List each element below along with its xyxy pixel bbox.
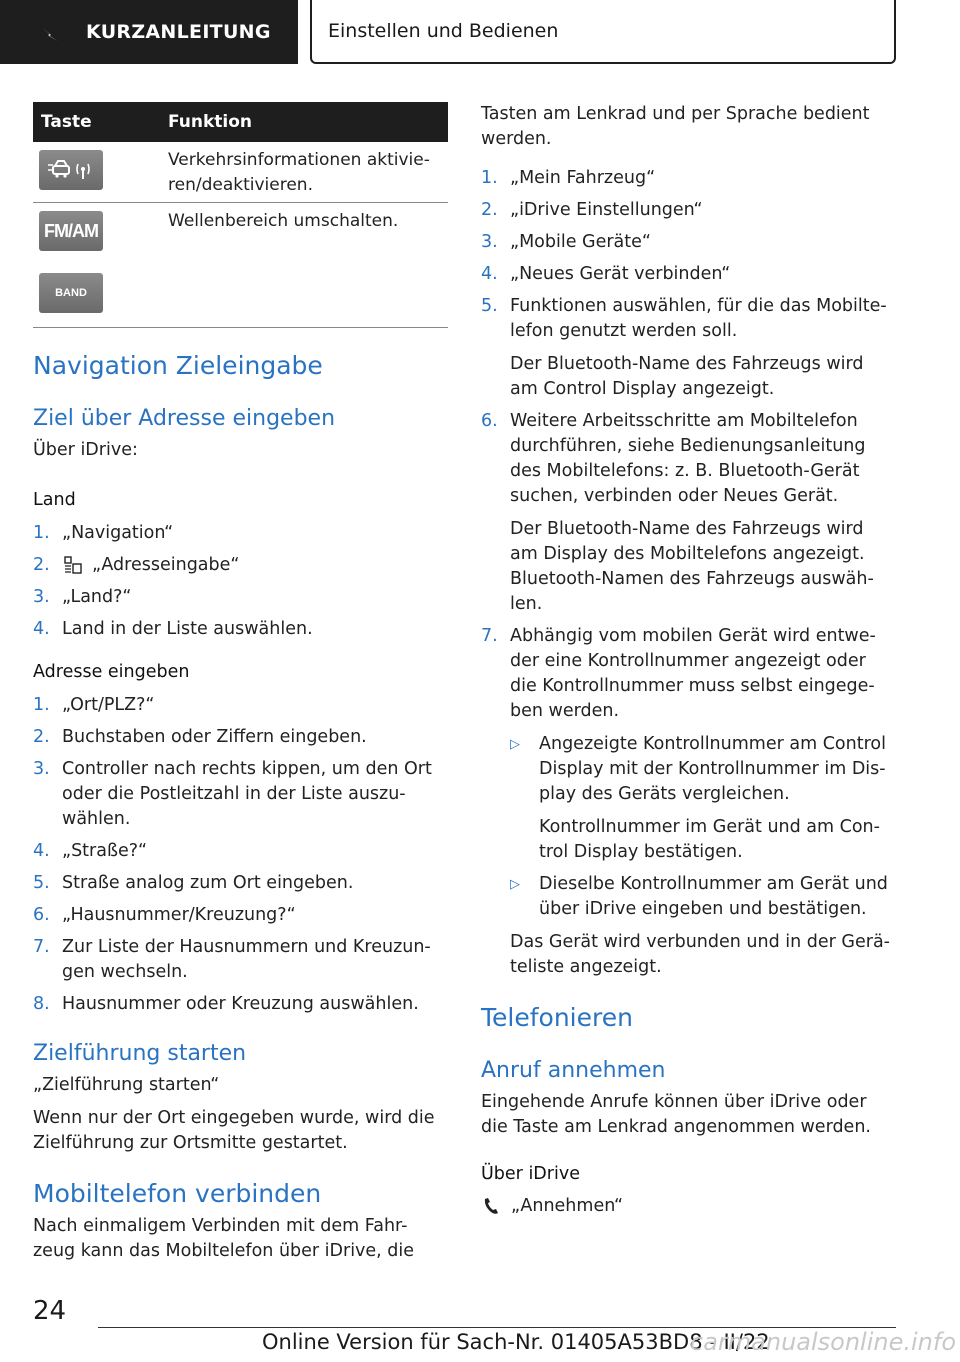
phone-steps <box>481 166 896 980</box>
table-cell-function: Wellenbereich umschalten. <box>168 211 399 231</box>
list-item: 8. Hausnummer oder Kreuzung auswählen. <box>33 994 419 1014</box>
list-item: 3. „Mobile Geräte“ <box>481 232 651 252</box>
list-item: 2. Buchstaben oder Ziffern eingeben. <box>33 727 367 747</box>
table-row <box>33 203 448 328</box>
page-number: 24 <box>33 1296 67 1326</box>
list-item: ▷ Dieselbe Kontrollnummer am Gerät und über iDrive eingeben und bestätigen. <box>510 872 896 922</box>
left-column <box>33 102 448 1264</box>
phone-answer-icon <box>481 1196 503 1216</box>
right-column <box>481 102 896 1219</box>
section-tab-quickguide <box>0 0 298 64</box>
band-key: BAND <box>39 273 103 313</box>
address-steps <box>33 693 448 1017</box>
via-idrive-text: Über iDrive: <box>33 440 138 460</box>
list-item: 7. Zur Liste der Hausnummern und Kreuzun-gen wechseln. <box>33 937 431 982</box>
list-item: 1. „Mein Fahrzeug“ <box>481 168 656 188</box>
list-item: 5. Straße analog zum Ort eingeben. <box>33 873 354 893</box>
guidance-quote: „Zielführung starten“ <box>33 1075 220 1095</box>
table-header <box>33 102 448 142</box>
list-item: 4. „Neues Gerät verbinden“ <box>481 264 731 284</box>
table-row <box>33 142 448 203</box>
answer-text: Eingehende Anrufe können über iDrive oder die Taste am Lenkrad angenommen werden. <box>481 1092 871 1137</box>
fm-am-key: FM/AM <box>39 211 103 251</box>
phone-connect-title: Mobiltelefon verbinden <box>33 1179 322 1208</box>
lightning-icon <box>40 26 60 42</box>
list-item: 6. „Hausnummer/Kreuzung?“ <box>33 905 296 925</box>
list-item: 4. Land in der Liste auswählen. <box>33 619 313 639</box>
traffic-info-key-icon <box>39 150 103 190</box>
list-item: 4. „Straße?“ <box>33 841 148 861</box>
footer-text: Online Version für Sach-Nr. 01405A53BD8 - II/22 <box>262 1330 770 1354</box>
call-section-title: Telefonieren <box>481 1003 633 1032</box>
list-item: 2. „Adresseingabe“ <box>33 555 240 575</box>
triangle-bullet-icon: ▷ <box>510 737 520 752</box>
table-cell-function: Verkehrsinformationen aktivie-ren/deaktivieren. <box>168 150 430 195</box>
land-steps <box>33 521 448 642</box>
list-item: 1. „Navigation“ <box>33 523 174 543</box>
list-item: 5. Funktionen auswählen, für die das Mobilte-lefon genutzt werden soll. Der Bluetooth-Name des Fahrzeugs wird am Control Display angezeigt. <box>481 296 887 399</box>
list-item: 3. „Land?“ <box>33 587 132 607</box>
table-col-key: Taste <box>41 112 92 132</box>
address-label: Adresse eingeben <box>33 662 190 682</box>
header-left-title: KURZANLEITUNG <box>86 21 271 43</box>
list-item: 7. Abhängig vom mobilen Gerät wird entwe-der eine Kontrollnummer angezeigt oder die Kontrollnummer muss selbst eingege-ben werden. ▷ Angezeigte Kontrollnummer am Control Display mit der Kontrollnummer im Dis-play des Geräts vergleichen. Kontrollnummer im Gerät und am Con-trol Display bestätigen. ▷ Dieselbe Kontrollnummer am Gerät und über iDrive eingeben und bestätigen. Das Gerät wird verbunden und in der Gerä-teliste angezeigt. <box>481 624 896 980</box>
list-item: ▷ Angezeigte Kontrollnummer am Control Display mit der Kontrollnummer im Dis-play des Geräts vergleichen. Kontrollnummer im Gerät und am Con-trol Display bestätigen. <box>510 732 896 865</box>
watermark: carmanualsonline.info <box>690 1328 957 1356</box>
list-item: 2. „iDrive Einstellungen“ <box>481 200 703 220</box>
answer-title: Anruf annehmen <box>481 1058 666 1083</box>
header-right-title: Einstellen und Bedienen <box>328 20 559 42</box>
table-col-function: Funktion <box>168 112 253 132</box>
phone-connect-intro-cont: Tasten am Lenkrad und per Sprache bedient werden. <box>481 104 870 149</box>
bullet-list <box>510 732 896 922</box>
chapter-title <box>310 0 896 64</box>
list-item: 6. Weitere Arbeitsschritte am Mobiltelefon durchführen, siehe Bedienungsanleitung des Mobiltelefons: z. B. Bluetooth-Gerät suchen, verbinden oder Neues Gerät. Der Bluetooth-Name des Fahrzeugs wird am Display des Mobiltelefons angezeigt. Bluetooth-Namen des Fahrzeugs auswäh-len. <box>481 411 874 614</box>
page-header <box>0 0 960 66</box>
guidance-text: Wenn nur der Ort eingegeben wurde, wird die Zielführung zur Ortsmitte gestartet. <box>33 1108 435 1153</box>
address-title: Ziel über Adresse eingeben <box>33 406 336 431</box>
done-text: Das Gerät wird verbunden und in der Gerä-teliste angezeigt. <box>510 932 890 977</box>
nav-title: Navigation Zieleingabe <box>33 351 323 380</box>
answer-quote-line: „Annehmen“ <box>481 1194 896 1219</box>
triangle-bullet-icon: ▷ <box>510 877 520 892</box>
address-input-icon <box>62 555 84 575</box>
list-item: 3. Controller nach rechts kippen, um den Ort oder die Postleitzahl in der Liste auszu-wählen. <box>33 759 432 829</box>
guidance-title: Zielführung starten <box>33 1041 247 1066</box>
land-label: Land <box>33 490 76 510</box>
via-idrive-label: Über iDrive <box>481 1164 580 1184</box>
phone-connect-intro: Nach einmaligem Verbinden mit dem Fahr-zeug kann das Mobiltelefon über iDrive, die <box>33 1216 415 1261</box>
list-item: 1. „Ort/PLZ?“ <box>33 695 155 715</box>
